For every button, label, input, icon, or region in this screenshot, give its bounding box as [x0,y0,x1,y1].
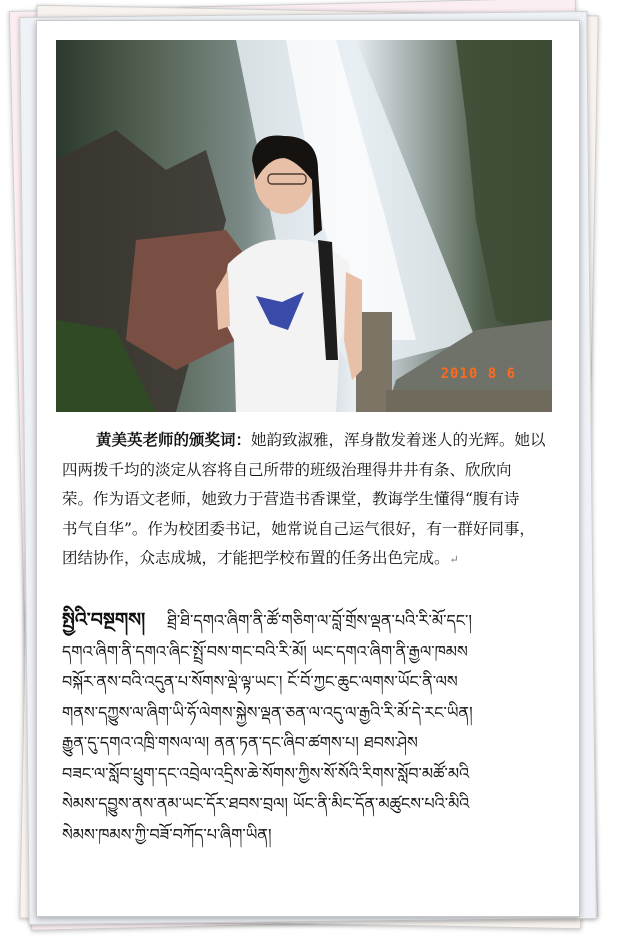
chinese-line-2: 四两拨千均的淡定从容将自己所带的班级治理得井井有条、欣欣向 [62,460,512,479]
chinese-line-5: 团结协作，众志成城，才能把学校布置的任务出色完成。↵ [62,549,459,567]
tibetan-line-7: སེམས་དབྱུས་ནས་ནམ་ཡང་དོར་ཐབས་བྲལ། ཡོང་ནི་མིང་དོན་མཚུངས་པའི་མིའི [62,794,470,813]
tibetan-line-3: བསྐོར་ནས་བའི་འདུན་པ་སོགས་ལྡེ་ལྟ་ཡང་། ངོ་བོ་ཀྱང་ཆུང་ལགས་ཡོང་ནི་ལས [62,672,458,691]
tibetan-title: སྤྱིའི་བསྔགས། [62,609,146,631]
tibetan-line-2: དགའ་ཞིག་ནི་དགའ་ཞིང་སྤྲོ་བས་གང་བའི་རི་མོ། ཡང་དགའ་ཞིག་ནི་རྒྱལ་ཁམས [62,641,468,661]
tibetan-line-5: རྒྱུན་དུ་དགའ་འཁྲི་གསལ་ལ། ནན་ཏན་དང་ཞིབ་ཚགས་པ། ཐབས་ཤེས [62,733,418,752]
tibetan-line-6: བཟང་ལ་སློབ་ཕྲུག་དང་འབྲེལ་འདྲིས་ཆེ་སོགས་ཀྱིས་སོ་སོའི་རིགས་སློབ་མཚོ་མའི [62,763,470,783]
chinese-line-1: 黄美英老师的颁奖词：她韵致淑雅，浑身散发着迷人的光辉。她以 [96,430,546,449]
tibetan-line-8: སེམས་ཁམས་ཀྱི་བཟོ་བཀོད་པ་ཞིག་ཡིན། [62,824,272,844]
teacher-photo [56,40,552,412]
tibetan-award-text [62,605,562,850]
chinese-line-4: 书气自华”。作为校团委书记，她常说自己运气很好，有一群好同事， [62,519,535,538]
waterfall-scene [56,40,552,412]
tibetan-line-4: གནས་དཀྱུས་ལ་ཞིག་ཡི་ཧོ་ལེགས་སྐྱེས་ལྡན་ཅན་ལ་འདུ་ལ་རྒྱའི་རི་མོ་དེ་རང་ཡིན། [62,702,473,722]
tibetan-line-1: སྤྱིའི་བསྔགས། ཐྲི་ཐི་དགའ་ཞིག་ནི་ཚོ་གཅིག་ལ་བློ་གྲོས་ལྡན་པའི་རི་མོ་དང་། [62,609,472,631]
chinese-award-text [62,425,552,575]
paragraph-mark-icon: ↵ [449,553,459,566]
award-heading: 黄美英老师的颁奖词： [96,430,252,449]
date-stamp: 2010 8 6 [440,366,516,382]
chinese-line-3: 荣。作为语文老师，她致力于营造书香课堂，教诲学生懂得“腹有诗 [62,490,520,508]
